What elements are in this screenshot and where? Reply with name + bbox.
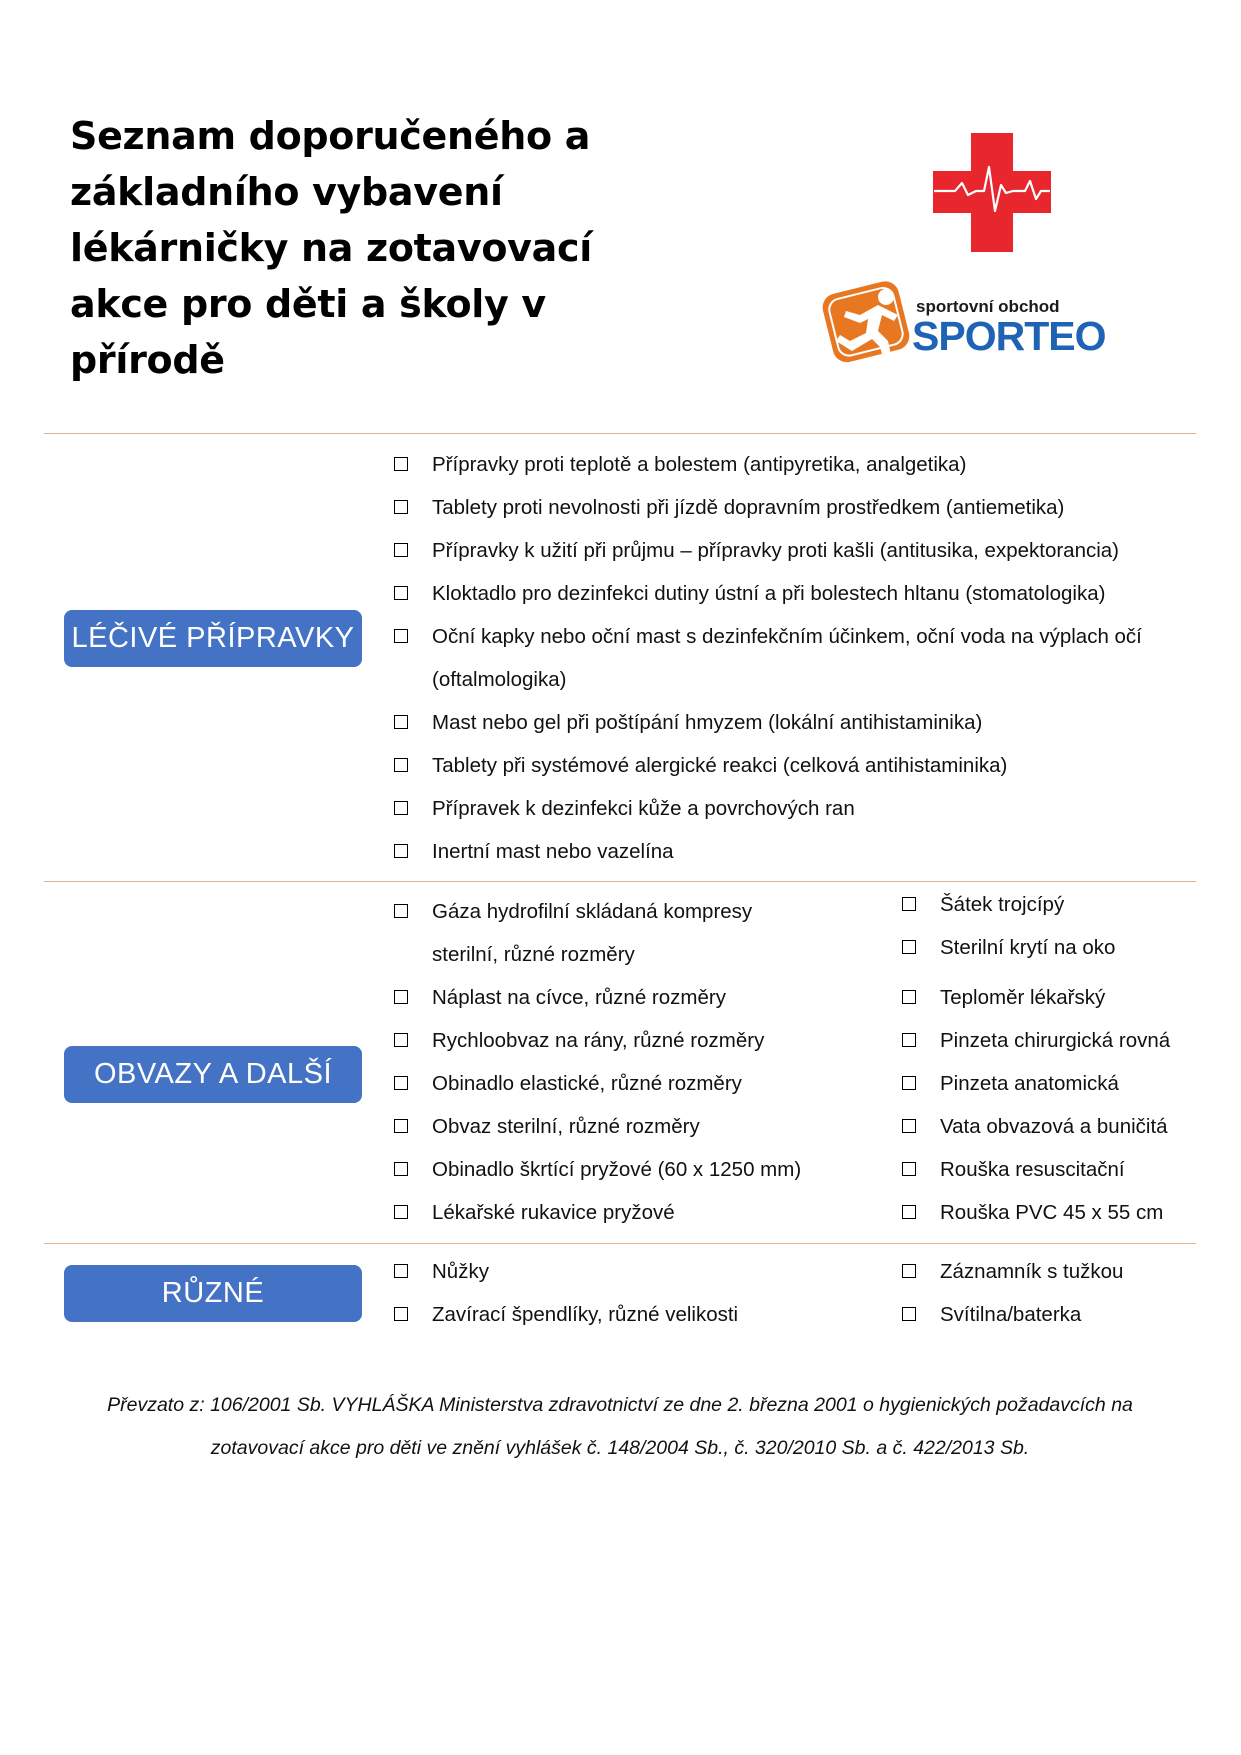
checklist-item: Pinzeta chirurgická rovná [902,1019,1202,1062]
checkbox[interactable] [394,715,408,729]
checkbox[interactable] [394,1119,408,1133]
checkbox[interactable] [902,1162,916,1176]
checklist-item: Oční kapky nebo oční mast s dezinfekčním účinkem, oční voda na výplach očí (oftalmologika) [394,615,1194,701]
section-divider [44,433,1196,434]
checklist-item: Lékařské rukavice pryžové [394,1191,864,1234]
page-title: Seznam doporučeného a základního vybavení lékárničky na zotavovací akce pro děti a školy v přírodě [70,114,592,382]
checklist-item: Gáza hydrofilní skládaná kompresy sterilní, různé rozměry [394,890,864,976]
checkbox[interactable] [902,990,916,1004]
checkbox[interactable] [394,1076,408,1090]
checkbox[interactable] [902,897,916,911]
checkbox[interactable] [902,1307,916,1321]
checklist-item: Sterilní krytí na oko [902,926,1202,969]
source-footnote: Převzato z: 106/2001 Sb. VYHLÁŠKA Ministerstva zdravotnictví ze dne 2. března 2001 o hygienických požadavcích na zotavovací akce pro děti ve znění vyhlášek č. 148/2004 Sb., č. 320/2010 Sb. a č. 422/2013 Sb. [107,1394,1133,1459]
category-label-miscellaneous: RŮZNÉ [64,1265,362,1322]
checklist-item: Zavírací špendlíky, různé velikosti [394,1293,864,1336]
checklist-item: Tablety proti nevolnosti při jízdě dopravním prostředkem (antiemetika) [394,486,1194,529]
checklist-item: Kloktadlo pro dezinfekci dutiny ústní a při bolestech hltanu (stomatologika) [394,572,1194,615]
checklist-item: Přípravky proti teplotě a bolestem (antipyretika, analgetika) [394,443,1194,486]
checklist-item: Nůžky [394,1250,864,1293]
checkbox[interactable] [902,940,916,954]
checklist-item: Obinadlo škrtící pryžové (60 x 1250 mm) [394,1148,864,1191]
checklist-item: Vata obvazová a buničitá [902,1105,1202,1148]
checkbox[interactable] [394,629,408,643]
checklist-item: Přípravky k užití při průjmu – přípravky proti kašli (antitusika, expektorancia) [394,529,1194,572]
checkbox[interactable] [394,801,408,815]
checkbox[interactable] [902,1264,916,1278]
checklist-item: Záznamník s tužkou [902,1250,1202,1293]
checkbox[interactable] [394,586,408,600]
checklist-item: Přípravek k dezinfekci kůže a povrchových ran [394,787,1194,830]
checkbox[interactable] [394,904,408,918]
checkbox[interactable] [394,1162,408,1176]
checkbox[interactable] [394,990,408,1004]
checkbox[interactable] [394,1205,408,1219]
checklist-item: Obinadlo elastické, různé rozměry [394,1062,864,1105]
section-divider [44,1243,1196,1244]
checklist-item: Svítilna/baterka [902,1293,1202,1336]
checkbox[interactable] [902,1033,916,1047]
checklist-item: Inertní mast nebo vazelína [394,830,1194,873]
sporteo-logo [820,275,1130,370]
checkbox[interactable] [394,1264,408,1278]
checkbox[interactable] [394,543,408,557]
checkbox[interactable] [394,758,408,772]
checklist-item: Teploměr lékařský [902,976,1202,1019]
checkbox[interactable] [394,1307,408,1321]
checklist-item: Tablety při systémové alergické reakci (celková antihistaminika) [394,744,1194,787]
checkbox[interactable] [394,500,408,514]
checkbox[interactable] [394,844,408,858]
checkbox[interactable] [902,1119,916,1133]
checkbox[interactable] [902,1076,916,1090]
checklist-item: Šátek trojcípý [902,883,1202,926]
category-label-bandages: OBVAZY A DALŠÍ [64,1046,362,1103]
logo-tagline: sportovní obchod [916,297,1060,316]
checklist-item: Mast nebo gel při poštípání hmyzem (lokální antihistaminika) [394,701,1194,744]
section-divider [44,881,1196,882]
checkbox[interactable] [902,1205,916,1219]
checklist-item: Pinzeta anatomická [902,1062,1202,1105]
logo-brand: SPORTEO [912,313,1106,359]
checkbox[interactable] [394,1033,408,1047]
checkbox[interactable] [394,457,408,471]
checklist-item: Rouška resuscitační [902,1148,1202,1191]
checklist-item: Náplast na cívce, různé rozměry [394,976,864,1019]
first-aid-cross-icon [933,133,1051,252]
checklist-item: Rouška PVC 45 x 55 cm [902,1191,1202,1234]
category-label-medicines: LÉČIVÉ PŘÍPRAVKY [64,610,362,667]
checklist-item: Obvaz sterilní, různé rozměry [394,1105,864,1148]
checklist-item: Rychloobvaz na rány, různé rozměry [394,1019,864,1062]
